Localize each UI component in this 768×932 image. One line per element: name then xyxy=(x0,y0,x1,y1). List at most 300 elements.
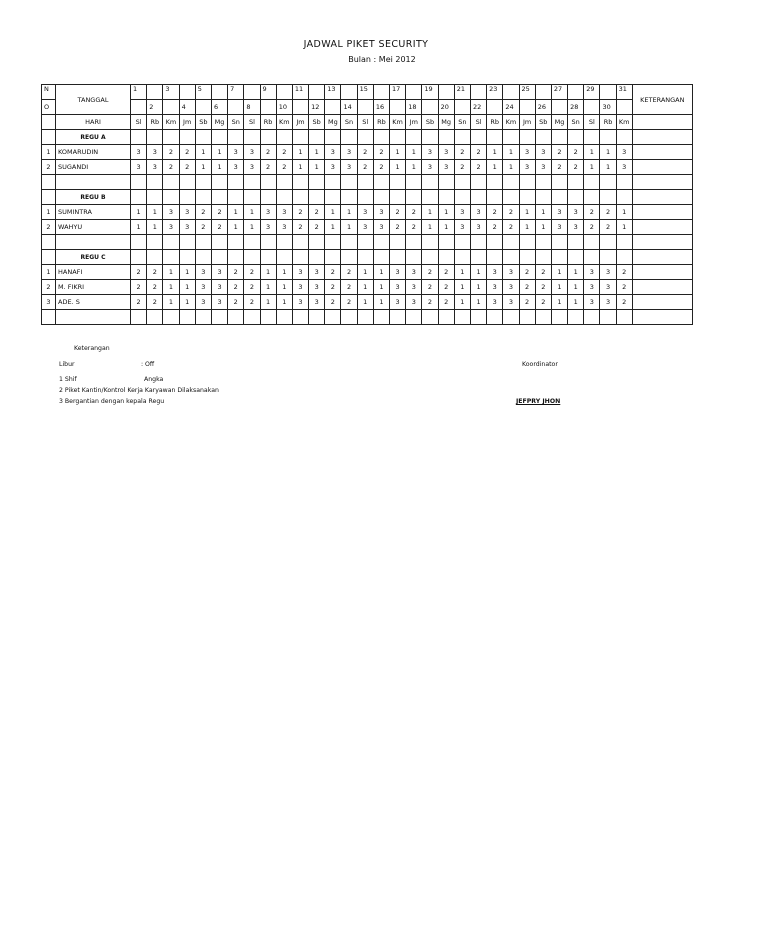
shift-cell: 3 xyxy=(309,280,325,295)
shift-cell: 1 xyxy=(163,295,179,310)
shift-cell: 2 xyxy=(244,295,260,310)
member-row xyxy=(42,145,693,160)
blank-cell xyxy=(244,130,260,145)
header-row-even-dates xyxy=(42,100,693,115)
blank-cell xyxy=(373,175,389,190)
date-blank-cell xyxy=(616,100,632,115)
date-blank-cell xyxy=(325,100,341,115)
shift-cell: 3 xyxy=(341,160,357,175)
shift-cell: 1 xyxy=(276,265,292,280)
blank-cell xyxy=(195,235,211,250)
blank-cell xyxy=(228,310,244,325)
shift-cell: 2 xyxy=(438,295,454,310)
shift-cell: 2 xyxy=(341,280,357,295)
shift-cell: 2 xyxy=(228,295,244,310)
tanggal-header: TANGGAL xyxy=(56,85,131,115)
blank-cell xyxy=(147,235,163,250)
blank-cell xyxy=(147,175,163,190)
blank-cell xyxy=(131,175,147,190)
day-cell: Mg xyxy=(211,115,227,130)
blank-cell xyxy=(632,175,692,190)
shift-cell: 2 xyxy=(131,265,147,280)
group-row xyxy=(42,250,693,265)
shift-cell: 3 xyxy=(260,220,276,235)
shift-cell: 3 xyxy=(535,160,551,175)
date-blank-cell xyxy=(147,85,163,100)
blank-cell xyxy=(292,310,308,325)
blank-cell xyxy=(244,235,260,250)
shift-cell: 3 xyxy=(503,265,519,280)
blank-cell xyxy=(373,235,389,250)
blank-cell xyxy=(422,235,438,250)
shift-cell: 3 xyxy=(292,265,308,280)
blank-cell xyxy=(422,310,438,325)
date-blank-cell xyxy=(373,85,389,100)
blank-cell xyxy=(503,190,519,205)
shift-cell: 3 xyxy=(244,160,260,175)
blank-cell xyxy=(292,190,308,205)
shift-cell: 2 xyxy=(373,145,389,160)
shift-cell: 1 xyxy=(616,205,632,220)
shift-cell: 1 xyxy=(422,205,438,220)
shift-cell: 2 xyxy=(195,220,211,235)
blank-cell xyxy=(438,190,454,205)
shift-cell: 1 xyxy=(325,205,341,220)
date-blank-cell xyxy=(487,100,503,115)
blank-cell xyxy=(600,175,616,190)
shift-cell: 1 xyxy=(568,295,584,310)
blank-cell xyxy=(535,190,551,205)
blank-cell xyxy=(438,235,454,250)
shift-cell: 2 xyxy=(341,295,357,310)
shift-cell: 3 xyxy=(163,205,179,220)
blank-cell xyxy=(325,250,341,265)
shift-cell: 2 xyxy=(422,265,438,280)
blank-cell xyxy=(163,190,179,205)
group-row xyxy=(42,190,693,205)
blank-cell xyxy=(470,175,486,190)
blank-cell xyxy=(260,175,276,190)
date-odd-cell: 11 xyxy=(292,85,308,100)
shift-cell: 1 xyxy=(260,265,276,280)
blank-cell xyxy=(211,130,227,145)
blank-cell xyxy=(616,175,632,190)
blank-cell xyxy=(454,130,470,145)
blank-cell xyxy=(42,115,56,130)
date-blank-cell xyxy=(503,85,519,100)
blank-cell xyxy=(551,130,567,145)
day-cell: Rb xyxy=(487,115,503,130)
blank-cell xyxy=(131,190,147,205)
blank-cell xyxy=(42,130,56,145)
keterangan-cell xyxy=(632,280,692,295)
shift-cell: 2 xyxy=(600,220,616,235)
date-even-cell: 16 xyxy=(373,100,389,115)
blank-cell xyxy=(406,310,422,325)
date-odd-cell: 1 xyxy=(131,85,147,100)
blank-cell xyxy=(373,130,389,145)
member-no: 1 xyxy=(42,145,56,160)
blank-cell xyxy=(616,250,632,265)
shift-cell: 2 xyxy=(131,280,147,295)
day-cell: Rb xyxy=(147,115,163,130)
page-title: JADWAL PIKET SECURITY xyxy=(303,39,429,50)
blank-cell xyxy=(131,250,147,265)
date-odd-cell: 23 xyxy=(487,85,503,100)
blank-cell xyxy=(341,310,357,325)
shift-cell: 2 xyxy=(438,280,454,295)
shift-cell: 2 xyxy=(422,280,438,295)
day-cell: Jm xyxy=(292,115,308,130)
keterangan-cell xyxy=(632,160,692,175)
shift-cell: 2 xyxy=(260,160,276,175)
shift-cell: 1 xyxy=(438,220,454,235)
blank-cell xyxy=(406,250,422,265)
shift-cell: 1 xyxy=(551,295,567,310)
shift-cell: 1 xyxy=(390,145,406,160)
blank-cell xyxy=(195,130,211,145)
blank-cell xyxy=(341,190,357,205)
member-no: 2 xyxy=(42,160,56,175)
shift-cell: 1 xyxy=(406,145,422,160)
shift-cell: 2 xyxy=(551,145,567,160)
blank-cell xyxy=(519,235,535,250)
member-row xyxy=(42,220,693,235)
shift-cell: 2 xyxy=(292,205,308,220)
notes-line-3: 3 Bergantian dengan kepala Regu xyxy=(59,398,165,405)
shift-cell: 1 xyxy=(309,160,325,175)
blank-cell xyxy=(244,175,260,190)
shift-cell: 2 xyxy=(309,220,325,235)
shift-cell: 2 xyxy=(163,145,179,160)
date-odd-cell: 19 xyxy=(422,85,438,100)
day-cell: Rb xyxy=(260,115,276,130)
shift-cell: 1 xyxy=(195,160,211,175)
blank-cell xyxy=(454,190,470,205)
blank-cell xyxy=(519,190,535,205)
shift-cell: 2 xyxy=(616,280,632,295)
date-blank-cell xyxy=(228,100,244,115)
blank-cell xyxy=(341,175,357,190)
blank-cell xyxy=(568,235,584,250)
shift-cell: 3 xyxy=(357,220,373,235)
blank-cell xyxy=(325,310,341,325)
blank-cell xyxy=(584,190,600,205)
shift-cell: 3 xyxy=(422,160,438,175)
date-blank-cell xyxy=(390,100,406,115)
date-odd-cell: 3 xyxy=(163,85,179,100)
day-cell: Mg xyxy=(325,115,341,130)
date-blank-cell xyxy=(309,85,325,100)
koordinator-name: JEFPRY JHON xyxy=(516,398,561,405)
shift-cell: 2 xyxy=(373,160,389,175)
group-label: REGU A xyxy=(56,130,131,145)
shift-cell: 2 xyxy=(535,280,551,295)
shift-cell: 3 xyxy=(584,295,600,310)
shift-cell: 3 xyxy=(487,265,503,280)
blank-cell xyxy=(179,190,195,205)
blank-cell xyxy=(584,235,600,250)
blank-cell xyxy=(584,250,600,265)
blank-cell xyxy=(422,130,438,145)
date-even-cell: 20 xyxy=(438,100,454,115)
shift-cell: 3 xyxy=(309,265,325,280)
shift-cell: 1 xyxy=(357,280,373,295)
shift-cell: 1 xyxy=(422,220,438,235)
blank-cell xyxy=(535,250,551,265)
day-cell: Jm xyxy=(179,115,195,130)
shift-cell: 1 xyxy=(600,145,616,160)
shift-cell: 2 xyxy=(568,145,584,160)
member-name: ADE. S xyxy=(56,295,131,310)
shift-cell: 2 xyxy=(357,145,373,160)
shift-cell: 2 xyxy=(519,295,535,310)
shift-cell: 1 xyxy=(584,145,600,160)
shift-cell: 1 xyxy=(341,220,357,235)
blank-cell xyxy=(551,250,567,265)
date-blank-cell xyxy=(568,85,584,100)
shift-cell: 2 xyxy=(276,160,292,175)
shift-cell: 2 xyxy=(228,265,244,280)
blank-cell xyxy=(309,130,325,145)
blank-cell xyxy=(616,130,632,145)
shift-cell: 2 xyxy=(535,265,551,280)
header-row-odd-dates xyxy=(42,85,693,100)
blank-cell xyxy=(487,250,503,265)
blank-cell xyxy=(438,310,454,325)
day-cell: Rb xyxy=(373,115,389,130)
blank-cell xyxy=(503,175,519,190)
blank-cell xyxy=(195,250,211,265)
date-blank-cell xyxy=(244,85,260,100)
blank-cell xyxy=(228,130,244,145)
member-name: SUGANDI xyxy=(56,160,131,175)
shift-cell: 2 xyxy=(131,295,147,310)
day-cell: Sl xyxy=(470,115,486,130)
shift-cell: 1 xyxy=(487,160,503,175)
trailing-blank-row xyxy=(42,310,693,325)
blank-cell xyxy=(309,235,325,250)
blank-cell xyxy=(503,130,519,145)
date-blank-cell xyxy=(163,100,179,115)
member-no: 3 xyxy=(42,295,56,310)
shift-cell: 1 xyxy=(373,280,389,295)
shift-cell: 2 xyxy=(179,145,195,160)
shift-cell: 1 xyxy=(454,280,470,295)
date-blank-cell xyxy=(260,100,276,115)
shift-cell: 3 xyxy=(487,280,503,295)
shift-cell: 3 xyxy=(568,220,584,235)
blank-cell xyxy=(260,235,276,250)
shift-cell: 1 xyxy=(179,280,195,295)
member-row xyxy=(42,280,693,295)
shift-cell: 1 xyxy=(244,205,260,220)
date-blank-cell xyxy=(406,85,422,100)
blank-cell xyxy=(325,235,341,250)
date-blank-cell xyxy=(584,100,600,115)
blank-cell xyxy=(406,190,422,205)
date-blank-cell xyxy=(357,100,373,115)
blank-cell xyxy=(470,310,486,325)
blank-cell xyxy=(470,130,486,145)
group-label: REGU C xyxy=(56,250,131,265)
blank-cell xyxy=(535,130,551,145)
member-no: 1 xyxy=(42,205,56,220)
notes-libur-label: Libur xyxy=(59,361,75,368)
blank-cell xyxy=(276,175,292,190)
shift-cell: 2 xyxy=(454,145,470,160)
blank-cell xyxy=(438,175,454,190)
blank-cell xyxy=(179,235,195,250)
blank-cell xyxy=(42,190,56,205)
blank-cell xyxy=(276,130,292,145)
blank-cell xyxy=(244,190,260,205)
blank-cell xyxy=(42,235,56,250)
shift-cell: 3 xyxy=(325,160,341,175)
date-odd-cell: 25 xyxy=(519,85,535,100)
blank-cell xyxy=(616,235,632,250)
date-blank-cell xyxy=(454,100,470,115)
blank-cell xyxy=(309,190,325,205)
blank-cell xyxy=(42,310,56,325)
date-odd-cell: 31 xyxy=(616,85,632,100)
day-cell: Sl xyxy=(357,115,373,130)
blank-cell xyxy=(487,310,503,325)
blank-cell xyxy=(632,130,692,145)
member-name: WAHYU xyxy=(56,220,131,235)
shift-cell: 3 xyxy=(406,295,422,310)
blank-cell xyxy=(551,235,567,250)
shift-cell: 2 xyxy=(147,295,163,310)
blank-cell xyxy=(56,235,131,250)
blank-cell xyxy=(454,310,470,325)
blank-cell xyxy=(228,175,244,190)
blank-cell xyxy=(487,190,503,205)
shift-cell: 1 xyxy=(600,160,616,175)
shift-cell: 1 xyxy=(325,220,341,235)
shift-cell: 2 xyxy=(551,160,567,175)
blank-cell xyxy=(147,310,163,325)
blank-cell xyxy=(260,130,276,145)
date-odd-cell: 21 xyxy=(454,85,470,100)
member-no: 2 xyxy=(42,220,56,235)
shift-cell: 2 xyxy=(422,295,438,310)
date-blank-cell xyxy=(341,85,357,100)
shift-cell: 3 xyxy=(584,265,600,280)
blank-cell xyxy=(276,310,292,325)
shift-cell: 3 xyxy=(147,145,163,160)
blank-cell xyxy=(292,130,308,145)
shift-cell: 1 xyxy=(584,160,600,175)
shift-cell: 3 xyxy=(260,205,276,220)
blank-cell xyxy=(551,310,567,325)
shift-cell: 1 xyxy=(503,145,519,160)
shift-cell: 2 xyxy=(260,145,276,160)
shift-cell: 3 xyxy=(503,280,519,295)
blank-cell xyxy=(163,235,179,250)
blank-cell xyxy=(406,130,422,145)
shift-cell: 3 xyxy=(131,145,147,160)
date-even-cell: 6 xyxy=(211,100,227,115)
shift-cell: 2 xyxy=(470,160,486,175)
no-header-top: N xyxy=(42,85,56,100)
shift-cell: 2 xyxy=(357,160,373,175)
date-odd-cell: 7 xyxy=(228,85,244,100)
blank-cell xyxy=(244,310,260,325)
blank-cell xyxy=(276,250,292,265)
day-cell: Sb xyxy=(535,115,551,130)
blank-cell xyxy=(211,310,227,325)
shift-cell: 3 xyxy=(551,205,567,220)
date-odd-cell: 9 xyxy=(260,85,276,100)
shift-cell: 3 xyxy=(390,265,406,280)
blank-cell xyxy=(163,310,179,325)
shift-cell: 2 xyxy=(195,205,211,220)
shift-cell: 2 xyxy=(211,220,227,235)
blank-cell xyxy=(357,250,373,265)
blank-cell xyxy=(357,130,373,145)
date-blank-cell xyxy=(131,100,147,115)
date-even-cell: 22 xyxy=(470,100,486,115)
shift-cell: 1 xyxy=(551,280,567,295)
shift-cell: 2 xyxy=(535,295,551,310)
blank-cell xyxy=(276,235,292,250)
date-blank-cell xyxy=(422,100,438,115)
spacer-row xyxy=(42,235,693,250)
blank-cell xyxy=(390,175,406,190)
blank-cell xyxy=(422,175,438,190)
shift-cell: 2 xyxy=(470,145,486,160)
blank-cell xyxy=(195,175,211,190)
blank-cell xyxy=(260,250,276,265)
date-odd-cell: 17 xyxy=(390,85,406,100)
blank-cell xyxy=(390,130,406,145)
shift-cell: 1 xyxy=(454,295,470,310)
day-cell: Sn xyxy=(341,115,357,130)
shift-cell: 3 xyxy=(147,160,163,175)
keterangan-cell xyxy=(632,295,692,310)
shift-cell: 2 xyxy=(325,280,341,295)
date-blank-cell xyxy=(195,100,211,115)
shift-cell: 3 xyxy=(195,295,211,310)
group-label: REGU B xyxy=(56,190,131,205)
blank-cell xyxy=(551,175,567,190)
blank-cell xyxy=(195,190,211,205)
shift-cell: 3 xyxy=(373,205,389,220)
date-odd-cell: 15 xyxy=(357,85,373,100)
blank-cell xyxy=(519,310,535,325)
blank-cell xyxy=(535,175,551,190)
blank-cell xyxy=(535,310,551,325)
shift-cell: 1 xyxy=(163,265,179,280)
blank-cell xyxy=(390,235,406,250)
notes-shift-label: 1 Shif xyxy=(59,376,77,383)
shift-cell: 2 xyxy=(147,265,163,280)
shift-cell: 3 xyxy=(195,280,211,295)
shift-cell: 2 xyxy=(325,265,341,280)
blank-cell xyxy=(470,235,486,250)
shift-cell: 2 xyxy=(519,280,535,295)
shift-cell: 2 xyxy=(406,220,422,235)
notes-libur-value: : Off xyxy=(141,361,155,368)
blank-cell xyxy=(228,250,244,265)
shift-cell: 3 xyxy=(535,145,551,160)
shift-cell: 3 xyxy=(211,265,227,280)
blank-cell xyxy=(42,250,56,265)
shift-cell: 3 xyxy=(438,145,454,160)
shift-cell: 3 xyxy=(503,295,519,310)
shift-cell: 1 xyxy=(503,160,519,175)
